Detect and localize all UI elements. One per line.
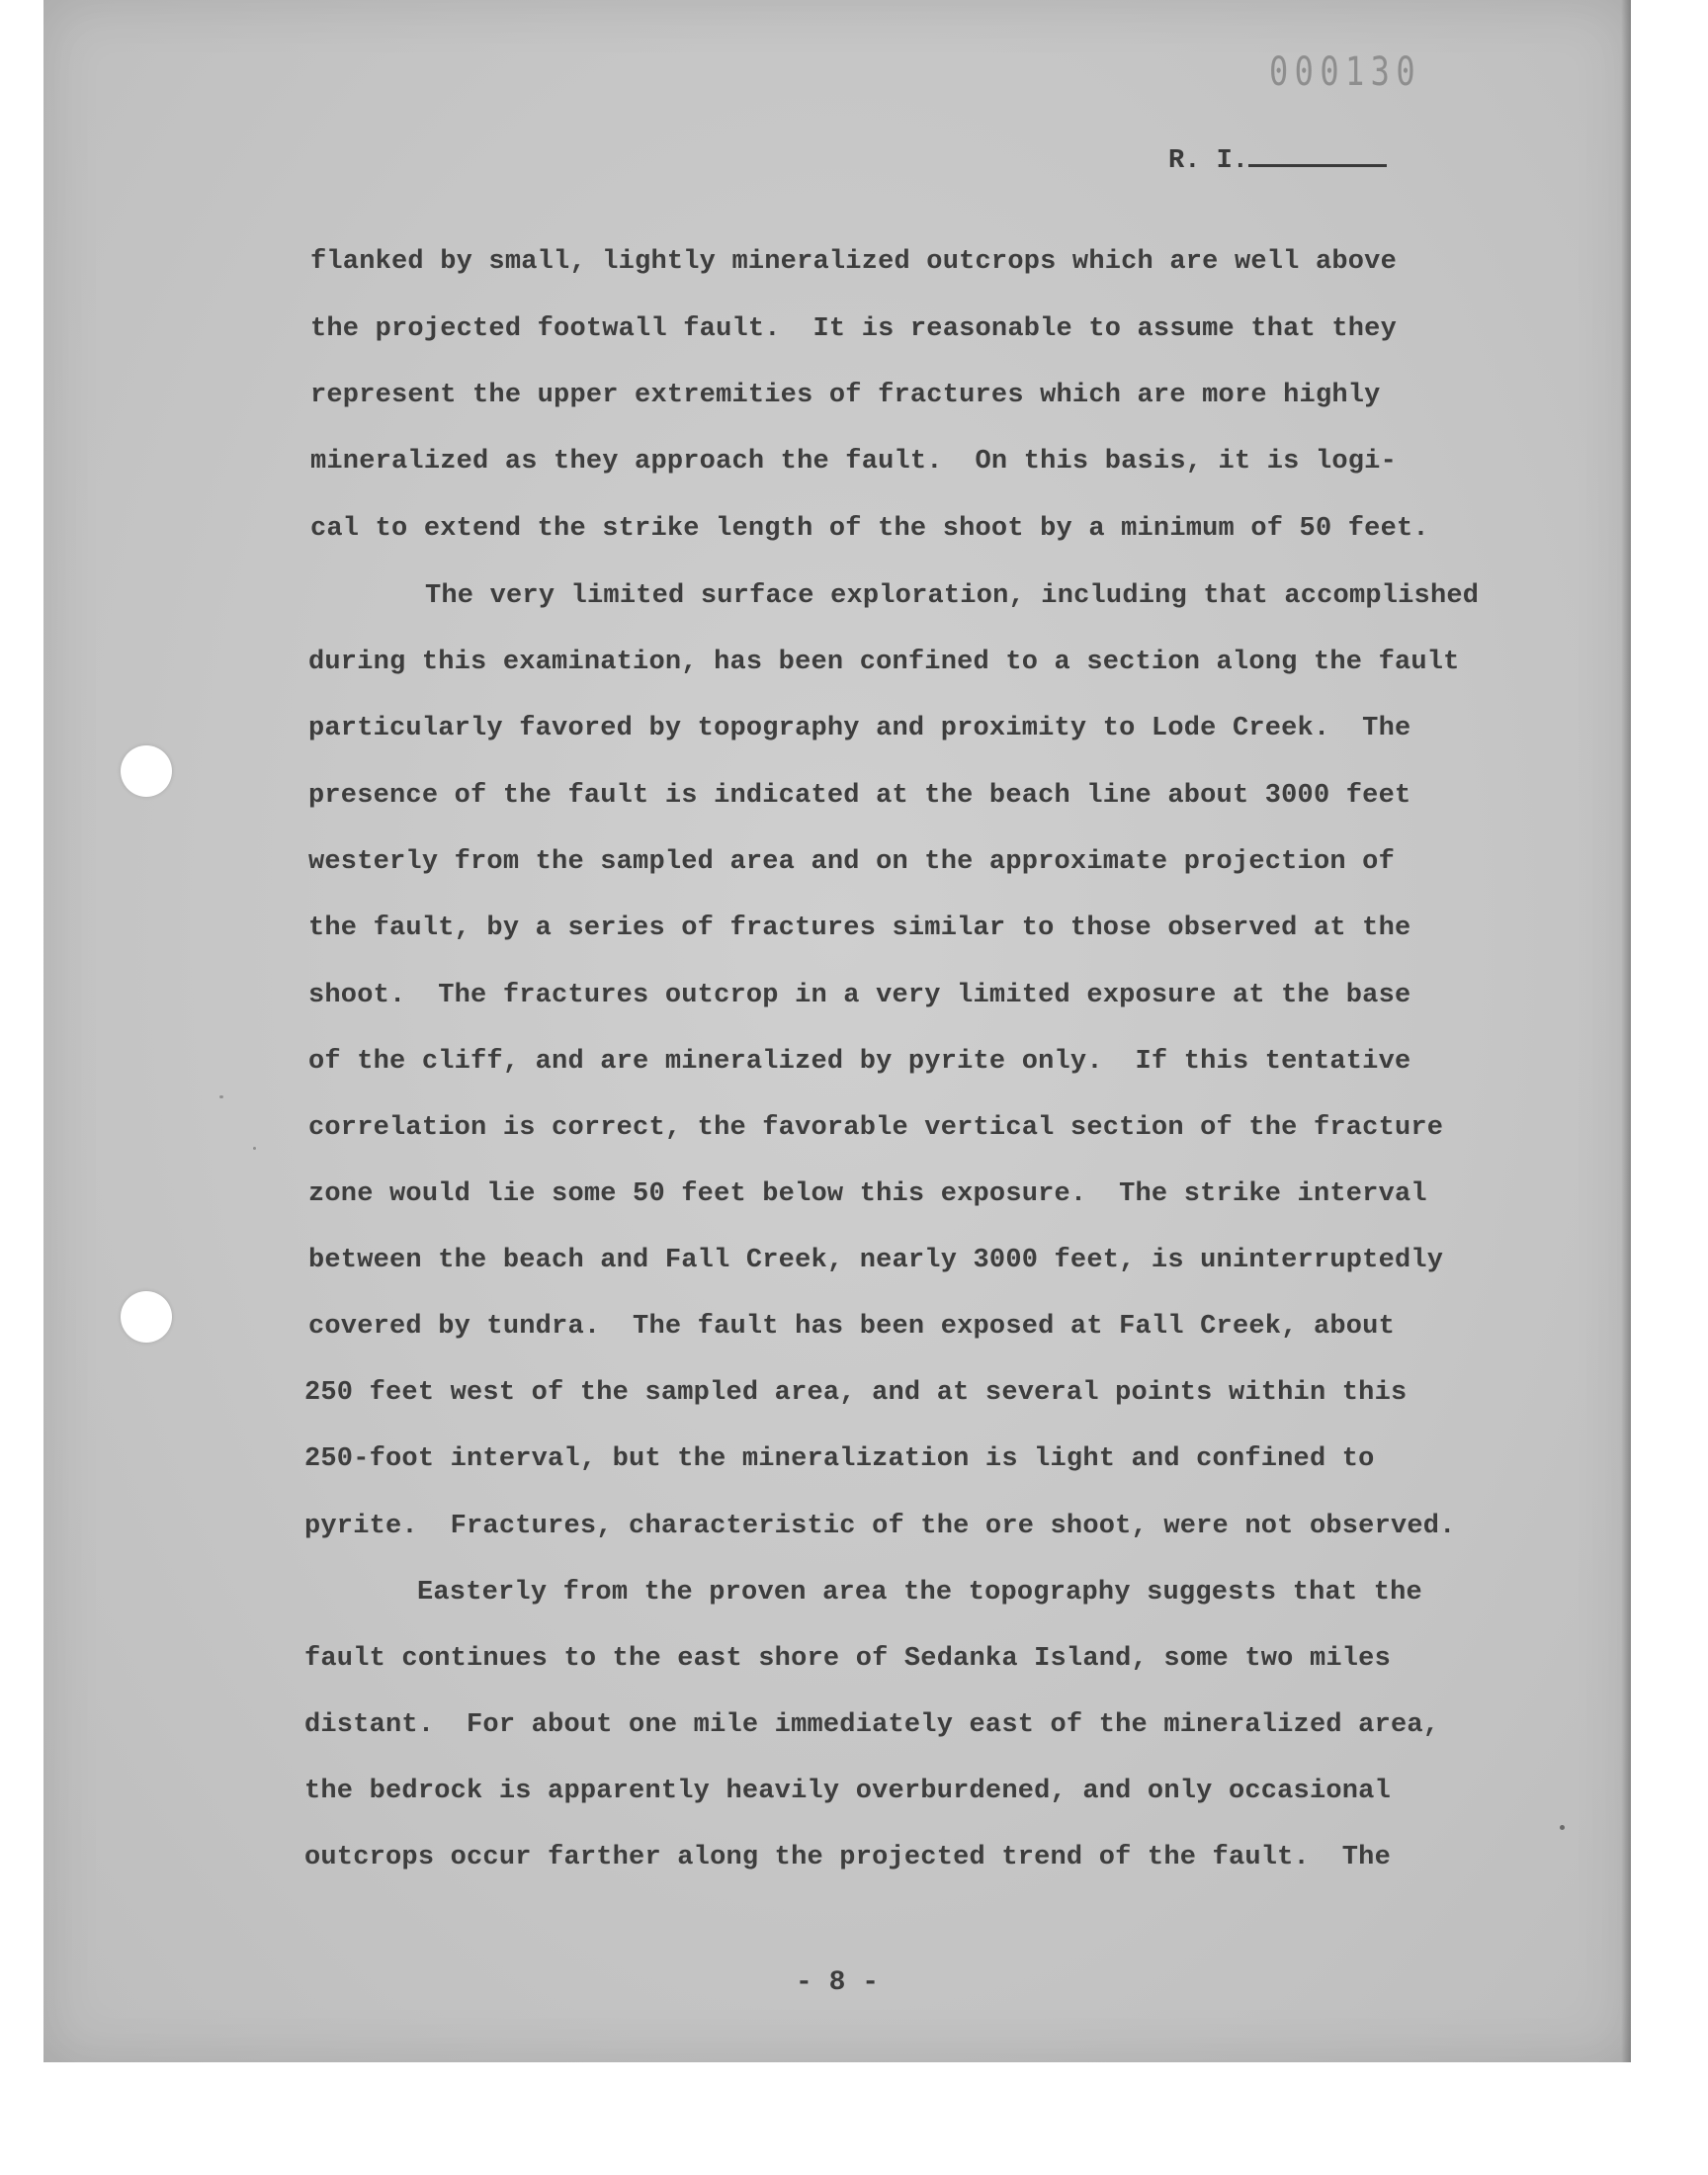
page-number: - 8 - <box>795 1967 879 1998</box>
paragraph-start-line: The very limited surface exploration, including that accomplished <box>425 581 1480 611</box>
text-line: westerly from the sampled area and on the approximate projection of <box>308 847 1395 877</box>
punch-hole-upper <box>121 745 172 797</box>
report-reference-label: R. I. <box>1168 146 1249 176</box>
text-line: particularly favored by topography and proximity to Lode Creek. The <box>308 714 1411 743</box>
text-line: pyrite. Fractures, characteristic of the ore shoot, were not observed. <box>304 1512 1456 1541</box>
document-page <box>43 0 1631 2062</box>
text-line: of the cliff, and are mineralized by pyrite only. If this tentative <box>308 1047 1411 1077</box>
report-reference <box>1168 146 1387 176</box>
page-edge-shadow <box>1621 0 1631 2062</box>
text-line: zone would lie some 50 feet below this exposure. The strike interval <box>308 1179 1427 1209</box>
paper-speck <box>253 1147 256 1150</box>
paper-speck <box>219 1095 223 1098</box>
text-line: during this examination, has been confined to a section along the fault <box>308 648 1460 677</box>
paragraph-start-line: Easterly from the proven area the topography suggests that the <box>417 1578 1422 1608</box>
text-line: the projected footwall fault. It is reasonable to assume that they <box>310 314 1397 344</box>
text-line: fault continues to the east shore of Sedanka Island, some two miles <box>304 1644 1391 1674</box>
text-line: flanked by small, lightly mineralized outcrops which are well above <box>310 247 1397 277</box>
punch-hole-lower <box>121 1291 172 1343</box>
text-line: correlation is correct, the favorable vertical section of the fracture <box>308 1113 1444 1143</box>
text-line: covered by tundra. The fault has been exposed at Fall Creek, about <box>308 1312 1395 1342</box>
text-line: 250-foot interval, but the mineralization is light and confined to <box>304 1444 1375 1474</box>
text-line: presence of the fault is indicated at the beach line about 3000 feet <box>308 781 1411 811</box>
reference-blank-line <box>1248 164 1387 167</box>
text-line: the bedrock is apparently heavily overburdened, and only occasional <box>304 1777 1391 1806</box>
archive-stamp-number: 000130 <box>1269 49 1421 95</box>
text-line: mineralized as they approach the fault. On this basis, it is logi- <box>310 447 1397 477</box>
text-line: shoot. The fractures outcrop in a very limited exposure at the base <box>308 981 1411 1010</box>
text-line: 250 feet west of the sampled area, and at several points within this <box>304 1378 1408 1408</box>
text-line: outcrops occur farther along the projected trend of the fault. The <box>304 1843 1391 1872</box>
text-line: the fault, by a series of fractures similar to those observed at the <box>308 914 1411 943</box>
text-line: between the beach and Fall Creek, nearly 3000 feet, is uninterruptedly <box>308 1246 1444 1275</box>
text-line: cal to extend the strike length of the shoot by a minimum of 50 feet. <box>310 514 1429 544</box>
paper-speck <box>1560 1825 1565 1830</box>
text-line: represent the upper extremities of fractures which are more highly <box>310 381 1381 410</box>
text-line: distant. For about one mile immediately east of the mineralized area, <box>304 1710 1440 1740</box>
